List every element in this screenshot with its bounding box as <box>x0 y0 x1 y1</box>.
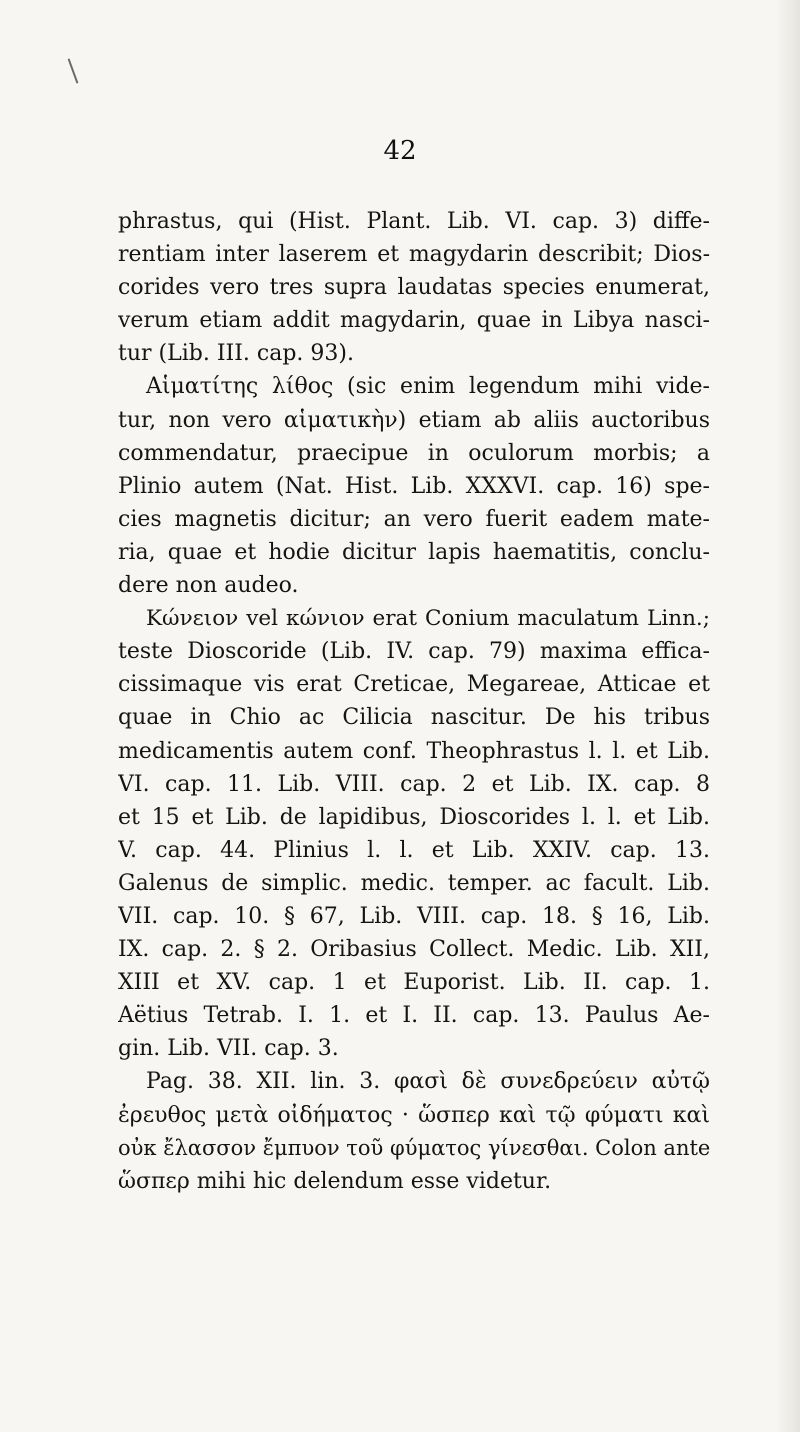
text-line: ἐρευθος μετὰ οἰδήματος · ὥσπερ καὶ τῷ φύματι καὶ <box>118 1102 710 1128</box>
text-line: Plinio autem (Nat. Hist. Lib. XXXVI. cap. 16) spe- <box>118 473 710 499</box>
text-line: quae in Chio ac Cilicia nascitur. De his tribus <box>118 705 710 731</box>
stray-ink-mark <box>68 58 79 83</box>
text-line: tur (Lib. III. cap. 93). <box>118 341 354 367</box>
text-line: dere non audeo. <box>118 573 299 599</box>
text-line: ria, quae et hodie dicitur lapis haematitis, conclu- <box>118 539 710 565</box>
text-line: οὐκ ἔλασσον ἔμπυον τοῦ φύματος γίνεσθαι. Colon ante <box>118 1135 710 1160</box>
body-text <box>118 205 710 1198</box>
text-line: Aëtius Tetrab. I. 1. et I. II. cap. 13. Paulus Ae- <box>118 1003 710 1029</box>
text-line: VII. cap. 10. § 67, Lib. VIII. cap. 18. § 16, Lib. <box>118 903 710 929</box>
text-line: et 15 et Lib. de lapidibus, Dioscorides l. l. et Lib. <box>118 804 710 830</box>
text-line: commendatur, praecipue in oculorum morbis; a <box>118 440 710 466</box>
page-edge-shadow <box>778 0 800 1432</box>
text-line: Galenus de simplic. medic. temper. ac facult. Lib. <box>118 870 710 896</box>
text-line: Αἱματίτης λίθος (sic enim legendum mihi vide- <box>146 374 710 400</box>
text-line: cies magnetis dicitur; an vero fuerit eadem mate- <box>118 506 710 532</box>
text-line: corides vero tres supra laudatas species enumerat, <box>118 275 710 301</box>
text-line: medicamentis autem conf. Theophrastus l. l. et Lib. <box>118 738 710 764</box>
text-line: phrastus, qui (Hist. Plant. Lib. VI. cap. 3) diffe- <box>118 209 710 234</box>
text-line: IX. cap. 2. § 2. Oribasius Collect. Medic. Lib. XII, <box>118 937 710 963</box>
text-line: rentiam inter laserem et magydarin describit; Dios- <box>118 242 710 268</box>
text-line: XIII et XV. cap. 1 et Euporist. Lib. II. cap. 1. <box>118 970 710 996</box>
text-line: Pag. 38. XII. lin. 3. φασὶ δὲ συνεδρεύειν αὐτῷ <box>146 1069 710 1095</box>
text-line: VI. cap. 11. Lib. VIII. cap. 2 et Lib. IX. cap. 8 <box>118 771 710 797</box>
text-line: ὥσπερ mihi hic delendum esse videtur. <box>118 1168 552 1194</box>
text-line: teste Dioscoride (Lib. IV. cap. 79) maxima effica- <box>118 639 710 665</box>
text-line: Κώνειον vel κώνιον erat Conium maculatum Linn.; <box>146 606 710 632</box>
text-line: V. cap. 44. Plinius l. l. et Lib. XXIV. cap. 13. <box>118 837 710 863</box>
text-line: tur, non vero αἱματικὴν) etiam ab aliis auctoribus <box>118 407 710 433</box>
page-number: 42 <box>383 136 417 166</box>
text-line: gin. Lib. VII. cap. 3. <box>118 1036 339 1062</box>
text-line: verum etiam addit magydarin, quae in Libya nasci- <box>118 308 710 334</box>
text-line: cissimaque vis erat Creticae, Megareae, Atticae et <box>118 672 710 698</box>
